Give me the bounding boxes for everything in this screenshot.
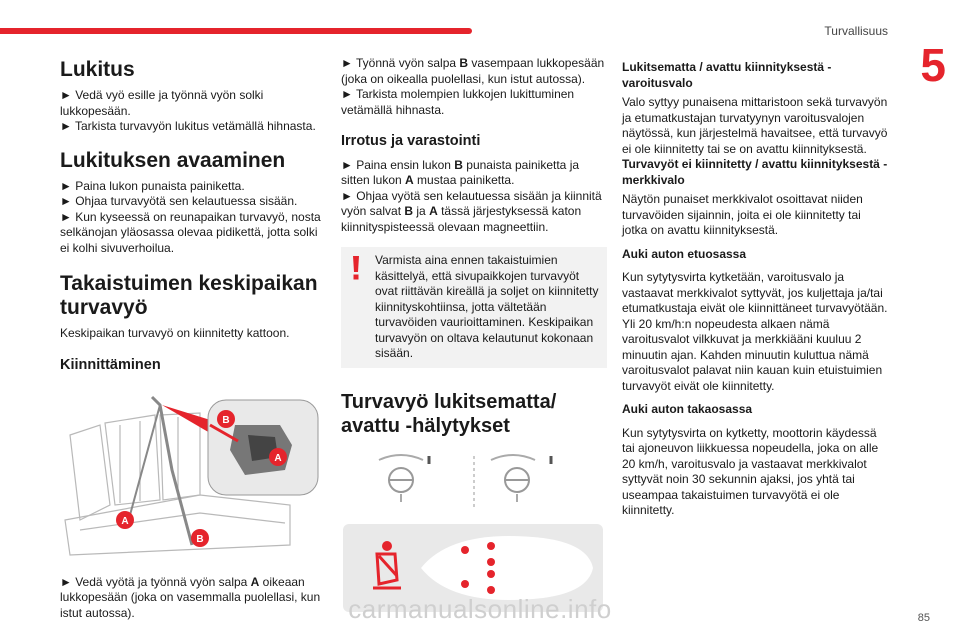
heading-lukitus: Lukitus [60,58,135,81]
heading-release: Irrotus ja varastointi [341,133,481,149]
exclamation-warning-icon [349,255,363,281]
lock-step-2: ► Tarkista turvavyön lukitus vetämällä hihnasta. [60,119,316,133]
page-number: 85 [917,612,930,624]
column-left [60,50,322,621]
warning-text: Varmista aina ennen takaistuimien käsittelyä, että sivupaikkojen turvavyöt ovat riittävän kireällä ja soljet on kiinnitetty kiinnityskohtiinsa, jotta vältetään turvavöiden vaurioittaminen. Keskipaikan turvavyön on oltava kelautunut kokonaan sisään. [375,253,599,360]
release-step-2: ► Ohjaa vyötä sen kelautuessa sisään ja kiinnitä vyön salvat B ja A tässä järjestyksessä katon kiinnityspisteessä olevaan magneettiin. [341,188,602,234]
steering-wheel-icon [379,455,429,502]
heading-front: Auki auton etuosassa [622,246,747,261]
label-b-seat: B [196,534,204,545]
unlock-step-2: ► Ohjaa turvavyötä sen kelautuessa sisään. [60,194,298,208]
heading-unlock: Lukituksen avaaminen [60,148,286,172]
attach-step-1: ► Vedä vyötä ja työnnä vyön salpa A oikeaan lukkopesään (joka on vasemmalla puolellasi, kun istut autossa). [60,574,321,620]
column-middle [341,50,607,617]
attach-step-2: ► Työnnä vyön salpa B vasempaan lukkopesään (joka on oikealla puolellasi, kun istut autossa). [341,56,605,86]
column-right [622,50,888,519]
rear-seat-belt-illustration [60,395,322,560]
warning-light-text: Valo syttyy punaisena mittaristoon sekä turvavyön ja etumatkustajan turvatyynyn varoitusvalojen näytössä, kun järjestelmä havaitsee, että turvavyö ei ole kiinnitetty tai se on avattu kiinnityksestä. [622,95,888,156]
label-b-zoom: B [222,415,230,426]
front-text-1: Kun sytytysvirta kytketään, varoitusvalo ja vastaavat merkkivalot syttyvät, jos kuljettaja ja/tai etumatkustaja eivät ole kiinnittäneet turvavyötään. [622,270,888,315]
watermark: carmanualsonline.info [348,594,612,624]
unlock-step-1: ► Paina lukon punaista painiketta. [60,178,245,193]
label-a-seat: A [121,516,129,527]
rear-center-text: Keskipaikan turvavyö on kiinnitetty kattoon. [60,326,290,340]
heading-belt-alerts: Turvavyö lukitsematta/ avattu -hälytykset [341,390,557,437]
heading-indicator: Turvavyöt ei kiinnitetty / avattu kiinnityksestä -merkkivalo [622,157,888,187]
section-title: Turvallisuus [824,24,888,38]
heading-rear-center-belt: Takaistuimen keskipaikan turvavyö [60,272,318,319]
lock-step-1: ► Vedä vyö esille ja työnnä vyön solki lukkopesään. [60,88,264,118]
attach-step-3: ► Tarkista molempien lukkojen lukittuminen vetämällä hihnasta. [341,87,575,117]
steering-wheel-icon-right [491,455,551,502]
label-a-zoom: A [274,453,282,464]
chapter-tab [896,0,960,96]
heading-rear: Auki auton takaosassa [622,402,753,416]
heading-attach: Kiinnittäminen [60,356,161,373]
indicator-text: Näytön punaiset merkkivalot osoittavat niiden turvavöiden sijainnin, joita ei ole kiinnitetty tai jotka on avattu kiinnityksestä. [622,192,863,237]
unlock-step-3: ► Kun kyseessä on reunapaikan turvavyö, nosta selkänojan yläosassa olevaa pidikettä, jotta solki ei kolhi sivuverhoilua. [60,209,321,255]
top-accent-bar [0,28,472,34]
release-step-1: ► Paina ensin lukon B punaista painiketta ja sitten lukon A mustaa painiketta. [341,157,580,187]
warning-light-illustration [341,452,607,512]
rear-text-1: Kun sytytysvirta on kytketty, moottorin käydessä tai ajoneuvon liikkuessa nopeudella, joka on alle 20 km/h, varoitusvalo ja vastaavat merkkivalot syttyvät noin 30 sekunnin ajaksi, jos yhtä tai useampaa takaistuimen turvavyötä ei ole kiinnitetty. [622,425,879,517]
heading-warning-light: Lukitsematta / avattu kiinnityksestä -varoitusvalo [622,60,832,90]
chapter-number: 5 [920,39,946,91]
warning-note [341,247,607,368]
front-text-2: Yli 20 km/h:n nopeudesta alkaen nämä varoitusvalot vilkkuvat ja merkkiääni kuuluu 2 minuutin ajan. Kahden minuutin kuluttua nämä varoitusvalot palavat niin kauan kuin etuistuimien turvavyöt eivät ole kiinnitetty. [622,316,883,393]
